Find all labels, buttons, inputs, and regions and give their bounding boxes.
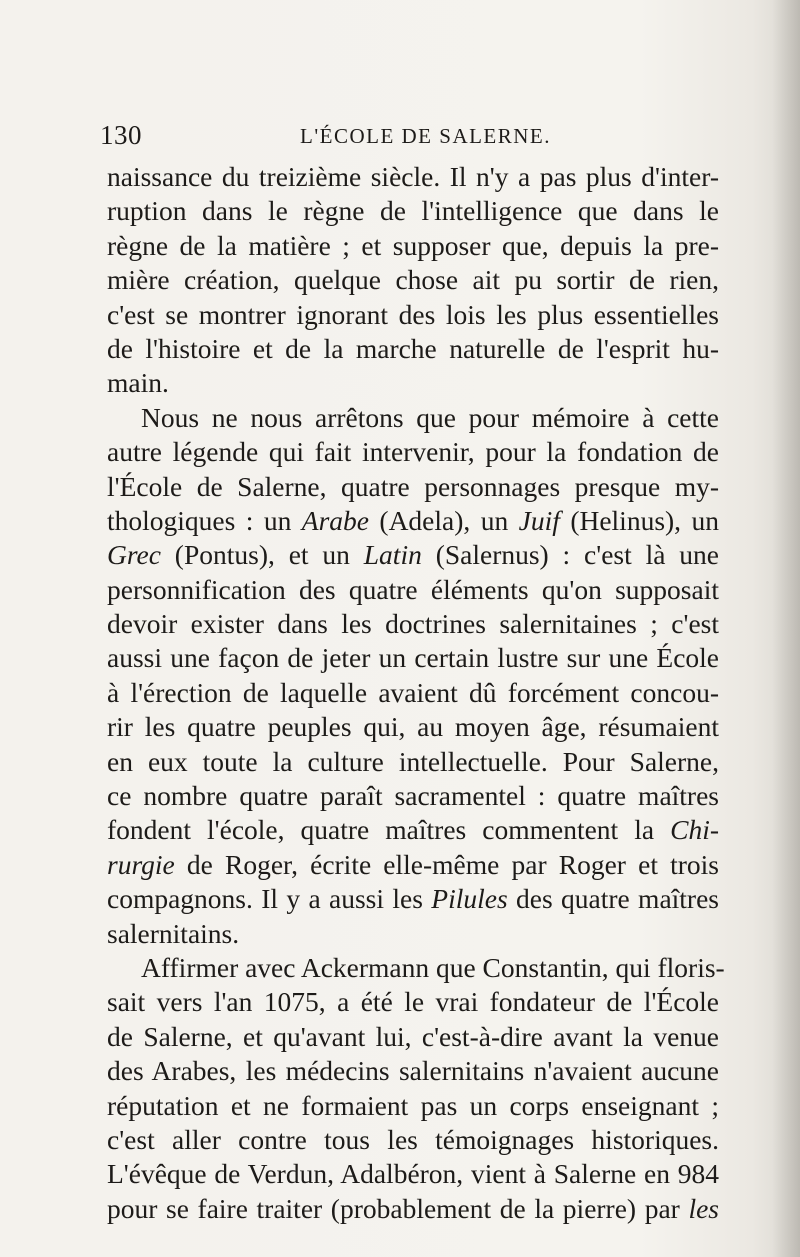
body-text: [107, 160, 725, 1226]
text-line: c'est aller contre tous les témoignages historiques.: [107, 1123, 719, 1155]
text-line: rir les quatre peuples qui, au moyen âge, résumaient: [107, 711, 719, 743]
text-line: rurgie de Roger, écrite elle-même par Roger et trois: [107, 848, 719, 880]
text-line: Nous ne nous arrêtons que pour mémoire à cette: [141, 401, 719, 433]
text-line: de Salerne, et qu'avant lui, c'est-à-dire avant la venue: [107, 1020, 719, 1052]
text-line: l'École de Salerne, quatre personnages presque my-: [107, 470, 719, 502]
italic-word: Latin: [363, 539, 422, 571]
text-line: devoir exister dans les doctrines salernitaines ; c'est: [107, 608, 719, 640]
text-line: Grec (Pontus), et un Latin (Salernus) : c'est là une: [107, 539, 719, 571]
text-line: réputation et ne formaient pas un corps enseignant ;: [107, 1089, 719, 1121]
page-header: [100, 120, 716, 152]
text-line: pour se faire traiter (probablement de la pierre) par les: [107, 1192, 719, 1224]
italic-word: Grec: [107, 539, 161, 571]
text-line: de l'histoire et de la marche naturelle de l'esprit hu-: [107, 332, 719, 364]
text-line: L'évêque de Verdun, Adalbéron, vient à Salerne en 984: [107, 1158, 719, 1190]
text-line: Affirmer avec Ackermann que Constantin, qui floris-: [141, 951, 725, 983]
italic-word: Arabe: [301, 504, 369, 536]
text-line: autre légende qui fait intervenir, pour la fondation de: [107, 436, 719, 468]
text-line: compagnons. Il y a aussi les Pilules des quatre maîtres: [107, 883, 720, 915]
text-line: mière création, quelque chose ait pu sortir de rien,: [107, 264, 719, 296]
italic-word: Pilules: [431, 883, 508, 915]
page-edge-shadow: [772, 0, 800, 1257]
text-line: salernitains.: [107, 917, 240, 949]
text-line: c'est se montrer ignorant des lois les plus essentielles: [107, 298, 719, 330]
italic-word: rurgie: [107, 848, 175, 880]
text-line: des Arabes, les médecins salernitains n'avaient aucune: [107, 1055, 719, 1087]
italic-word: les: [688, 1192, 719, 1224]
running-head: L'ÉCOLE DE SALERNE.: [300, 124, 552, 148]
italic-word: Chi-: [670, 814, 719, 846]
page-number: 130: [100, 120, 142, 150]
text-line: fondent l'école, quatre maîtres commentent la Chi-: [107, 814, 719, 846]
text-line: règne de la matière ; et supposer que, depuis la pre-: [107, 229, 719, 261]
text-line: ruption dans le règne de l'intelligence que dans le: [107, 195, 719, 227]
text-line: aussi une façon de jeter un certain lustre sur une École: [107, 642, 719, 674]
text-line: en eux toute la culture intellectuelle. Pour Salerne,: [107, 745, 719, 777]
text-line: thologiques : un Arabe (Adela), un Juif (Helinus), un: [107, 504, 719, 536]
text-line: ce nombre quatre paraît sacramentel : quatre maîtres: [107, 780, 719, 812]
text-line: sait vers l'an 1075, a été le vrai fondateur de l'École: [107, 986, 719, 1018]
text-line: à l'érection de laquelle avaient dû forcément concou-: [107, 676, 719, 708]
text-line: personnification des quatre éléments qu'on supposait: [107, 573, 719, 605]
italic-word: Juif: [518, 504, 560, 536]
text-line: main.: [107, 367, 169, 399]
text-line: naissance du treizième siècle. Il n'y a pas plus d'inter-: [107, 161, 719, 192]
